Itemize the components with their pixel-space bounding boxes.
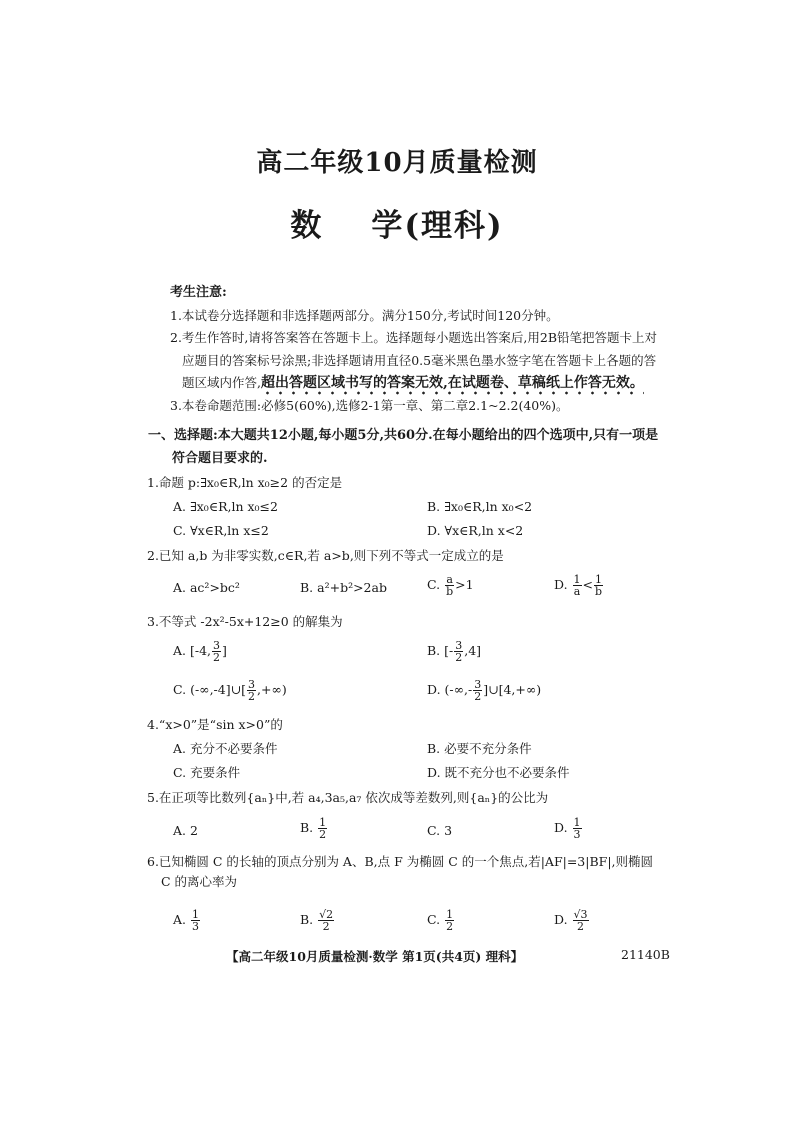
exam-notice <box>170 282 660 417</box>
numerator: 3 <box>247 678 255 691</box>
fraction <box>473 679 482 702</box>
question-6-option-b <box>300 909 335 932</box>
section-heading <box>148 424 668 470</box>
option-prefix: A. [-4, <box>173 643 212 658</box>
numerator: √3 <box>573 908 588 921</box>
question-3-option-d <box>427 679 541 702</box>
option-label: D. <box>554 912 568 927</box>
question-4-stem: 4.“x>0”是“sin x>0”的 <box>147 717 283 732</box>
question-5-option-c: C. 3 <box>427 823 453 838</box>
question-2-option-a: A. ac²>bc² <box>173 580 240 595</box>
question-6-stem-line-1: 6.已知椭圆 C 的长轴的顶点分别为 A、B,点 F 为椭圆 C 的一个焦点,若|AF|=3|BF|,则椭圆 <box>147 854 654 869</box>
numerator: 1 <box>573 816 581 829</box>
question-6-option-c <box>427 909 455 932</box>
option-label: A. <box>173 912 187 927</box>
fraction <box>191 909 200 932</box>
question-1-option-c: C. ∀x∈R,ln x≤2 <box>173 523 269 538</box>
notice-item-2-line-3 <box>170 372 660 395</box>
section-heading-line-1: 一、选择题:本大题共12小题,每小题5分,共60分.在每小题给出的四个选项中,只有一项是 <box>148 428 659 443</box>
option-label: D. <box>554 577 568 592</box>
question-6-stem-line-2: C 的离心率为 <box>161 874 238 889</box>
option-prefix: C. (-∞,-4]∪[ <box>173 682 246 697</box>
denominator: 2 <box>247 690 255 703</box>
exam-code: 21140B <box>621 947 670 962</box>
question-1-option-d: D. ∀x∈R,ln x<2 <box>427 523 524 538</box>
notice-item-2-line-2: 应题目的答案标号涂黑;非选择题请用直径0.5毫米黑色墨水签字笔在答题卡上各题的答 <box>182 352 657 368</box>
option-label: B. <box>300 912 314 927</box>
question-4-option-b: B. 必要不充分条件 <box>427 741 532 756</box>
fraction <box>573 817 582 840</box>
denominator: 2 <box>446 920 454 933</box>
notice-item-1: 1.本试卷分选择题和非选择题两部分。满分150分,考试时间120分钟。 <box>170 307 559 323</box>
fraction <box>573 909 589 932</box>
numerator: a <box>446 573 453 586</box>
question-3-stem: 3.不等式 -2x²-5x+12≥0 的解集为 <box>147 614 343 629</box>
option-suffix: ,4] <box>464 643 482 658</box>
fraction <box>318 817 327 840</box>
numerator: 3 <box>455 639 463 652</box>
question-3-option-b <box>427 640 481 663</box>
question-6-option-d <box>554 909 590 932</box>
exam-title: 高二年级10月质量检测 <box>256 148 538 178</box>
question-2-stem: 2.已知 a,b 为非零实数,c∈R,若 a>b,则下列不等式一定成立的是 <box>147 548 504 563</box>
numerator: 1 <box>192 908 199 921</box>
notice-item-3: 3.本卷命题范围:必修5(60%),选修2-1第一章、第二章2.1~2.2(40%)。 <box>170 397 569 413</box>
notice-heading: 考生注意: <box>170 285 227 300</box>
question-5-stem: 5.在正项等比数列{aₙ}中,若 a₄,3a₅,a₇ 依次成等差数列,则{aₙ}的公比为 <box>147 790 549 805</box>
subject-title <box>0 200 794 245</box>
numerator: 1 <box>446 908 454 921</box>
option-tail: >1 <box>455 577 474 592</box>
denominator: 3 <box>192 920 199 933</box>
fraction <box>445 574 454 597</box>
section-heading-line-2: 符合题目要求的. <box>172 451 268 466</box>
denominator: 2 <box>322 920 330 933</box>
denominator: 2 <box>213 651 221 664</box>
denominator: 2 <box>455 651 463 664</box>
question-1-stem: 1.命题 p:∃x₀∈R,ln x₀≥2 的否定是 <box>147 475 343 490</box>
question-4-option-a: A. 充分不必要条件 <box>173 741 278 756</box>
option-suffix: ,+∞) <box>256 682 287 697</box>
denominator: 2 <box>474 690 482 703</box>
question-2-option-b: B. a²+b²>2ab <box>300 580 387 595</box>
option-suffix: ] <box>222 643 227 658</box>
question-3-option-c <box>173 679 287 702</box>
option-prefix: B. [- <box>427 643 454 658</box>
notice-item-2-prefix: 题区域内作答, <box>182 375 261 390</box>
option-prefix: D. (-∞,- <box>427 682 473 697</box>
denominator: b <box>595 585 603 598</box>
denominator: a <box>573 585 581 598</box>
page-footer: 【高二年级10月质量检测·数学 第1页(共4页) 理科】 <box>226 949 524 964</box>
fraction <box>212 640 221 663</box>
option-label: D. <box>554 820 568 835</box>
option-label: C. <box>427 577 441 592</box>
notice-emphasis: 超出答题区域书写的答案无效,在试题卷、草稿纸上作答无效。 <box>261 375 644 396</box>
option-mid: < <box>582 577 594 592</box>
question-1-option-a: A. ∃x₀∈R,ln x₀≤2 <box>173 499 278 514</box>
option-suffix: ]∪[4,+∞) <box>483 682 542 697</box>
subject-title-left: 数 <box>290 208 324 244</box>
question-3-option-a <box>173 640 227 663</box>
denominator: b <box>446 585 454 598</box>
question-6-option-a <box>173 909 201 932</box>
option-label: B. <box>300 820 314 835</box>
fraction <box>445 909 454 932</box>
question-5-option-a: A. 2 <box>173 823 198 838</box>
question-1-option-b: B. ∃x₀∈R,ln x₀<2 <box>427 499 533 514</box>
question-4-option-c: C. 充要条件 <box>173 765 241 780</box>
subject-title-right: 学(理科) <box>371 208 504 244</box>
denominator: 3 <box>573 828 581 841</box>
numerator: 1 <box>319 816 327 829</box>
fraction <box>454 640 463 663</box>
numerator: 3 <box>474 678 482 691</box>
numerator: 1 <box>573 573 581 586</box>
option-label: C. <box>427 912 441 927</box>
fraction <box>573 574 582 597</box>
question-6-stem <box>147 852 667 892</box>
question-2-option-d <box>554 574 604 597</box>
numerator: √2 <box>319 908 334 921</box>
numerator: 3 <box>213 639 221 652</box>
denominator: 2 <box>577 920 585 933</box>
question-2-option-c <box>427 574 474 597</box>
notice-item-2-line-1: 2.考生作答时,请将答案答在答题卡上。选择题每小题选出答案后,用2B铅笔把答题卡上对 <box>170 330 658 345</box>
fraction <box>247 679 256 702</box>
question-4-option-d: D. 既不充分也不必要条件 <box>427 765 570 780</box>
fraction <box>318 909 334 932</box>
fraction <box>594 574 603 597</box>
question-5-option-d <box>554 817 583 840</box>
numerator: 1 <box>595 573 603 586</box>
denominator: 2 <box>319 828 327 841</box>
question-5-option-b <box>300 817 328 840</box>
